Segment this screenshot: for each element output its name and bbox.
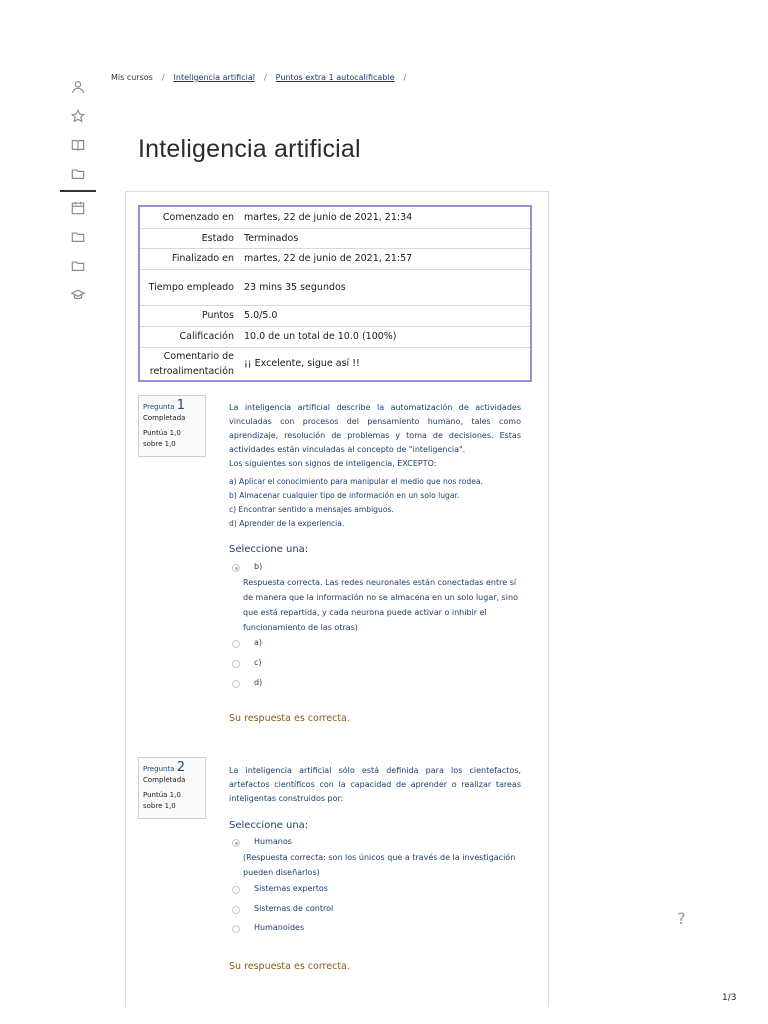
breadcrumb-quiz[interactable]: Puntos extra 1 autocalificable [275, 73, 395, 82]
question-2-select-label: Seleccione una: [229, 820, 309, 831]
question-1-option-a[interactable] [232, 638, 262, 648]
summary-value: martes, 22 de junio de 2021, 21:57 [240, 248, 531, 269]
question-1-result: Su respuesta es correcta. [229, 713, 350, 724]
question-2-text: La inteligencia artificial sólo está definida para los cientefactos, artefactos científicos con la capacidad de aprender o realizar tareas inteligentas construidos por: [229, 766, 521, 803]
question-2-option-sistemas-expertos[interactable] [232, 884, 328, 894]
question-info-2 [138, 757, 206, 819]
summary-row-points [139, 305, 531, 326]
graduation-cap-icon[interactable] [70, 287, 86, 303]
summary-label: Comenzado en [139, 206, 240, 228]
breadcrumb-course[interactable]: Inteligencia artificial [173, 73, 255, 82]
question-1-body: La inteligencia artificial describe la automatización de actividades vinculadas con procesos del pensamiento humano, tales como aprendizaje, resolución de problemas y toma de decisiones. Estas actividades están vinculadas al concepto de "inteligencia". [229, 403, 521, 454]
question-max-score: sobre 1,0 [143, 440, 176, 448]
user-icon[interactable] [70, 79, 86, 95]
statement-item: c) Encontrar sentido a mensajes ambiguos. [229, 505, 394, 514]
folder-icon[interactable] [70, 166, 86, 182]
summary-value: ¡¡ Excelente, sigue así !! [244, 358, 360, 370]
option-label: Sistemas de control [254, 904, 334, 913]
question-1-text [229, 401, 521, 471]
question-label: Pregunta [143, 403, 175, 411]
sidebar-active-indicator [60, 190, 96, 192]
question-1-feedback: Respuesta correcta. Las redes neuronales están conectadas entre sí de manera que la información no se almacena en un solo lugar, sino que está repartida, y cada neurona puede activar o inhibir el funcionamiento de las otras) [243, 578, 518, 632]
summary-label: Calificación [139, 326, 240, 347]
radio-button[interactable] [232, 640, 240, 648]
book-icon[interactable] [70, 137, 86, 153]
summary-row-grade [139, 326, 531, 347]
summary-value: Terminados [240, 228, 531, 248]
radio-button[interactable] [232, 680, 240, 688]
breadcrumb-separator: / [403, 73, 407, 82]
radio-button[interactable] [232, 660, 240, 668]
breadcrumb-mis-cursos[interactable]: Mis cursos [111, 73, 153, 82]
question-2-option-humanos[interactable] [232, 837, 292, 847]
question-state: Completada [143, 776, 186, 784]
summary-row-started [139, 206, 531, 228]
option-label: c) [254, 658, 262, 667]
statement-item: a) Aplicar el conocimiento para manipular el medio que nos rodea. [229, 477, 483, 486]
summary-value: 10.0 de un total de 10.0 (100%) [240, 326, 531, 347]
question-1-select-label: Seleccione una: [229, 544, 309, 555]
summary-label: Finalizado en [139, 248, 240, 269]
breadcrumb-separator: / [161, 73, 165, 82]
radio-selected[interactable] [232, 839, 240, 847]
question-state: Completada [143, 414, 186, 422]
statement-item: b) Almacenar cualquier tipo de información en un solo lugar. [229, 491, 460, 500]
question-number: 1 [176, 398, 185, 413]
question-number: 2 [176, 760, 185, 775]
question-max-score: sobre 1,0 [143, 802, 176, 810]
radio-button[interactable] [232, 906, 240, 914]
option-label: Humanos [254, 837, 292, 846]
folder-icon[interactable] [70, 258, 86, 274]
folder-icon[interactable] [70, 229, 86, 245]
question-1-option-b[interactable] [232, 562, 262, 572]
question-1-option-d[interactable] [232, 678, 262, 688]
question-label: Pregunta [143, 765, 175, 773]
breadcrumb [111, 73, 415, 82]
summary-row-time [139, 269, 531, 305]
summary-value: 23 mins 35 segundos [240, 269, 531, 305]
question-score: Puntúa 1,0 [143, 791, 181, 799]
statement-item: d) Aprender de la experiencia. [229, 519, 345, 528]
radio-button[interactable] [232, 925, 240, 933]
page-title: Inteligencia artificial [138, 135, 361, 163]
question-1-prompt: Los siguientes son signos de inteligencia, EXCEPTO: [229, 459, 437, 468]
option-label: Humanoides [254, 923, 305, 932]
breadcrumb-separator: / [263, 73, 267, 82]
page-count: 1/3 [722, 993, 737, 1003]
radio-selected[interactable] [232, 564, 240, 572]
question-score: Puntúa 1,0 [143, 429, 181, 437]
summary-value: martes, 22 de junio de 2021, 21:34 [240, 206, 531, 228]
summary-label: Puntos [139, 305, 240, 326]
summary-value: 5.0/5.0 [240, 305, 531, 326]
summary-row-state [139, 228, 531, 248]
question-2-result: Su respuesta es correcta. [229, 961, 350, 972]
summary-row-finished [139, 248, 531, 269]
question-2-option-humanoides[interactable] [232, 923, 304, 933]
question-1-statements [229, 475, 483, 531]
option-label: d) [254, 678, 263, 687]
summary-row-feedback [139, 347, 531, 381]
star-icon[interactable] [70, 108, 86, 124]
question-2-option-sistemas-control[interactable] [232, 904, 333, 914]
option-label: a) [254, 638, 263, 647]
summary-label: Estado [139, 228, 240, 248]
question-2-feedback: (Respuesta correcta: son los únicos que a través de la investigación pueden diseñarlos) [243, 853, 516, 877]
summary-label: Tiempo empleado [139, 269, 240, 305]
calendar-icon[interactable] [70, 200, 86, 216]
help-icon[interactable]: ? [677, 909, 686, 928]
question-1-option-c[interactable] [232, 658, 262, 668]
radio-button[interactable] [232, 886, 240, 894]
option-label: Sistemas expertos [254, 884, 328, 893]
question-info-1 [138, 395, 206, 457]
attempt-summary-table [138, 205, 532, 382]
summary-label: Comentario de retroalimentación [149, 350, 234, 377]
option-label: b) [254, 562, 263, 571]
